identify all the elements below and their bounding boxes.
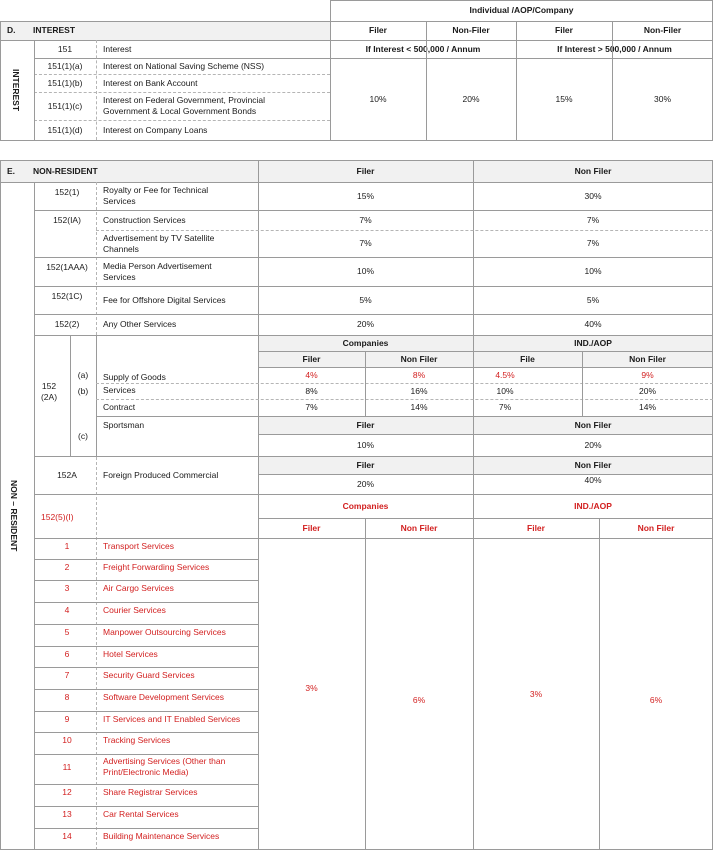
service-name: Manpower Outsourcing Services [103,627,226,638]
grid-line-v [96,182,97,850]
service-number: 9 [64,714,70,725]
grid-line-h [96,399,713,400]
service-name: IT Services and IT Enabled Services [103,714,241,725]
grid-line-h [34,494,713,495]
s2a-contract-ind-filer: 7% [498,402,512,413]
grid-line-h [96,230,713,231]
nr-filer-rate: 7% [359,238,372,249]
grid-line-v [612,21,613,140]
grid-line-v [70,335,71,456]
s2a-companies-filer: Filer [302,353,321,364]
grid-line-v [0,160,1,850]
s2a-supply-ind-filer: 4.5% [495,369,515,380]
s2a-contract-co-filer: 7% [305,402,318,413]
grid-line-h [34,74,330,75]
service-name: Tracking Services [103,735,171,746]
grid-line-v [473,494,474,850]
header-non-filer-low: Non-Filer [452,25,490,36]
s1525-companies: Companies [342,500,389,511]
grid-line-h [258,474,713,475]
grid-line-h [0,40,713,41]
interest-desc-cell: Interest [103,43,132,54]
grid-line-v [34,40,35,140]
s1525-ind-filer: Filer [527,522,545,533]
grid-line-h [258,434,713,435]
s2a-b: (b) [77,385,89,396]
grid-line-h [34,210,713,211]
grid-line-h [96,416,713,417]
nr-non-filer-rate: 7% [586,238,600,249]
nr-non-filer-rate: 10% [584,266,602,277]
grid-line-v [582,351,583,416]
grid-line-h [34,580,258,581]
s152a-non-filer-label: Non Filer [574,459,612,470]
s1525-section: 152(5)(I) [41,511,74,522]
service-name: Hotel Services [103,649,158,660]
s2a-services-co-filer: 8% [305,385,318,396]
grid-line-v [258,160,259,850]
service-number: 8 [64,692,70,703]
s2a-companies: Companies [342,337,389,348]
s2a-sports-filer: 10% [356,439,374,450]
grid-line-h [0,21,330,22]
interest-rate-non-filer-low: 20% [462,93,480,104]
grid-line-v [426,21,427,140]
nr-section-cell: 152(1AAA) [46,261,88,272]
s2a-supply-label: Supply of Goods [103,371,166,382]
service-number: 2 [64,562,70,573]
grid-line-h [0,182,713,183]
nr-section-cell: 152(1) [54,186,80,197]
section-d-title: INTEREST [33,25,76,36]
service-name: Air Cargo Services [103,583,174,594]
grid-line-v [96,40,97,140]
s2a-contract-ind-non-filer: 14% [638,402,656,413]
grid-line-h [34,828,258,829]
service-number: 1 [64,541,70,552]
interest-section-cell: 151 [57,43,73,54]
s152a-section: 152A [57,469,77,480]
service-name: Building Maintenance Services [103,831,220,842]
s1525-co-filer: Filer [302,522,321,533]
nr-section-cell: 152(IA) [53,214,81,225]
service-number: 4 [64,605,70,616]
service-number: 3 [64,583,70,594]
grid-line-v [96,335,97,456]
nr-filer-rate: 15% [356,190,374,201]
s152a-filer-label: Filer [356,459,375,470]
service-number: 5 [64,627,70,638]
grid-line-h [34,335,713,336]
grid-line-v [330,0,331,140]
section-e-code: E. [7,165,16,176]
nr-desc-cell: Fee for Offshore Digital Services [103,294,226,305]
grid-line-h [258,351,713,352]
section-d-code: D. [7,25,16,36]
grid-line-h [0,160,713,161]
s2a-ind-aop: IND./AOP [574,337,612,348]
s152a-filer: 20% [356,478,374,489]
service-number: 7 [64,670,70,681]
s2a-section: 152 (2A) [40,381,58,402]
nr-non-filer-rate: 7% [586,214,600,225]
grid-line-h [34,92,330,93]
interest-section-cell: 151(1)(d) [47,124,83,135]
grid-line-h [34,624,258,625]
s2a-sports-filer-label: Filer [356,419,375,430]
grid-line-h [34,602,258,603]
header-filer-low: Filer [369,25,387,36]
interest-section-cell: 151(1)(b) [47,77,83,88]
grid-line-h [34,806,258,807]
service-name: Share Registrar Services [103,787,198,798]
grid-line-h [34,732,258,733]
service-number: 6 [64,649,70,660]
service-name: Security Guard Services [103,670,195,681]
s1525-rate-ind-filer: 3% [529,688,543,699]
grid-line-h [34,784,258,785]
service-number: 12 [62,787,72,798]
s2a-services-ind-filer: 10% [496,385,514,396]
grid-line-h [34,559,258,560]
grid-line-h [34,120,330,121]
service-number: 14 [62,831,72,842]
nr-non-filer-rate: 40% [584,319,602,330]
s2a-services-co-non-filer: 16% [410,385,428,396]
s2a-a: (a) [77,369,89,380]
s2a-ind-non-filer: Non Filer [629,353,666,364]
grid-line-v [599,518,600,850]
s1525-ind-aop: IND./AOP [574,500,612,511]
nr-non-filer-rate: 30% [584,190,602,201]
nr-section-cell: 152(1C) [51,290,83,301]
interest-desc-cell: Interest on National Saving Scheme (NSS) [103,60,265,71]
s2a-services-label: Services [103,385,136,396]
grid-line-h [258,367,713,368]
grid-line-h [34,286,713,287]
s2a-contract-label: Contract [103,402,136,413]
nr-desc-cell: Construction Services [103,214,186,225]
interest-desc-cell: Interest on Company Loans [103,124,208,135]
grid-line-h [258,518,713,519]
s152a-desc: Foreign Produced Commercial [103,469,219,480]
grid-line-h [34,257,713,258]
grid-line-h [34,314,713,315]
s2a-supply-co-filer: 4% [305,369,318,380]
s152a-non-filer: 40% [584,474,602,485]
nr-header-non-filer: Non Filer [574,165,612,176]
grid-line-v [516,21,517,140]
s2a-supply-co-non-filer: 8% [412,369,426,380]
grid-line-h [34,667,258,668]
interest-band-high: If Interest > 500,000 / Annum [557,43,672,54]
s2a-c: (c) [78,430,88,441]
grid-line-v [34,182,35,850]
service-name: Courier Services [103,605,166,616]
nonresident-side-label: NON – RESIDENT [9,480,19,552]
interest-side-label: INTEREST [11,68,21,112]
grid-line-v [0,21,1,140]
service-number: 13 [62,809,72,820]
grid-line-v [365,351,366,416]
nr-filer-rate: 20% [356,319,374,330]
nr-filer-rate: 5% [359,294,372,305]
nr-filer-rate: 10% [356,266,374,277]
interest-rate-filer-low: 10% [369,93,387,104]
nr-desc-cell: Advertisement by TV Satellite Channels [103,232,215,254]
interest-desc-cell: Interest on Federal Government, Provincial Government & Local Government Bonds [103,95,266,116]
service-number: 11 [62,761,72,772]
grid-line-h [96,383,713,384]
header-group: Individual /AOP/Company [469,5,574,16]
service-number: 10 [62,735,72,746]
grid-line-h [34,689,258,690]
s2a-companies-non-filer: Non Filer [400,353,438,364]
nr-section-cell: 152(2) [54,318,80,329]
interest-rate-non-filer-high: 30% [653,93,671,104]
service-name: Advertising Services (Other than Print/Electronic Media) [103,756,226,777]
nr-section-cell [34,230,100,250]
nr-filer-rate: 7% [359,214,372,225]
grid-line-h [34,646,258,647]
header-non-filer-high: Non-Filer [643,25,682,36]
grid-line-h [0,140,713,141]
grid-line-v [365,518,366,850]
s2a-supply-ind-non-filer: 9% [641,369,654,380]
service-name: Software Development Services [103,692,224,703]
service-name: Transport Services [103,541,175,552]
s2a-contract-co-non-filer: 14% [410,402,428,413]
s2a-ind-file: File [520,353,535,364]
s1525-rate-co-non-filer: 6% [412,694,426,705]
section-e-title: NON-RESIDENT [33,165,98,176]
header-filer-high: Filer [555,25,573,36]
nr-desc-cell: Royalty or Fee for Technical Services [103,185,209,206]
s1525-ind-non-filer: Non Filer [637,522,675,533]
grid-line-h [34,538,713,539]
nr-header-filer: Filer [356,165,375,176]
interest-band-low: If Interest < 500,000 / Annum [365,43,481,54]
service-name: Freight Forwarding Services [103,562,210,573]
interest-section-cell: 151(1)(c) [47,100,83,111]
grid-line-h [34,456,713,457]
grid-line-h [34,754,258,755]
grid-line-h [330,21,713,22]
s2a-sportsman-label: Sportsman [103,419,145,430]
interest-section-cell: 151(1)(a) [47,60,83,71]
interest-rate-filer-high: 15% [555,93,573,104]
service-name: Car Rental Services [103,809,179,820]
s1525-rate-co-filer: 3% [305,682,318,693]
s1525-rate-ind-non-filer: 6% [649,694,663,705]
s2a-sports-non-filer-label: Non Filer [574,419,612,430]
s2a-services-ind-non-filer: 20% [638,385,656,396]
grid-line-h [330,0,713,1]
s1525-co-non-filer: Non Filer [400,522,438,533]
grid-line-h [34,711,258,712]
s2a-sports-non-filer: 20% [584,439,602,450]
nr-desc-cell: Media Person Advertisement Services [103,260,212,282]
interest-desc-cell: Interest on Bank Account [103,77,198,88]
nr-desc-cell: Any Other Services [103,319,177,330]
nr-non-filer-rate: 5% [586,294,600,305]
